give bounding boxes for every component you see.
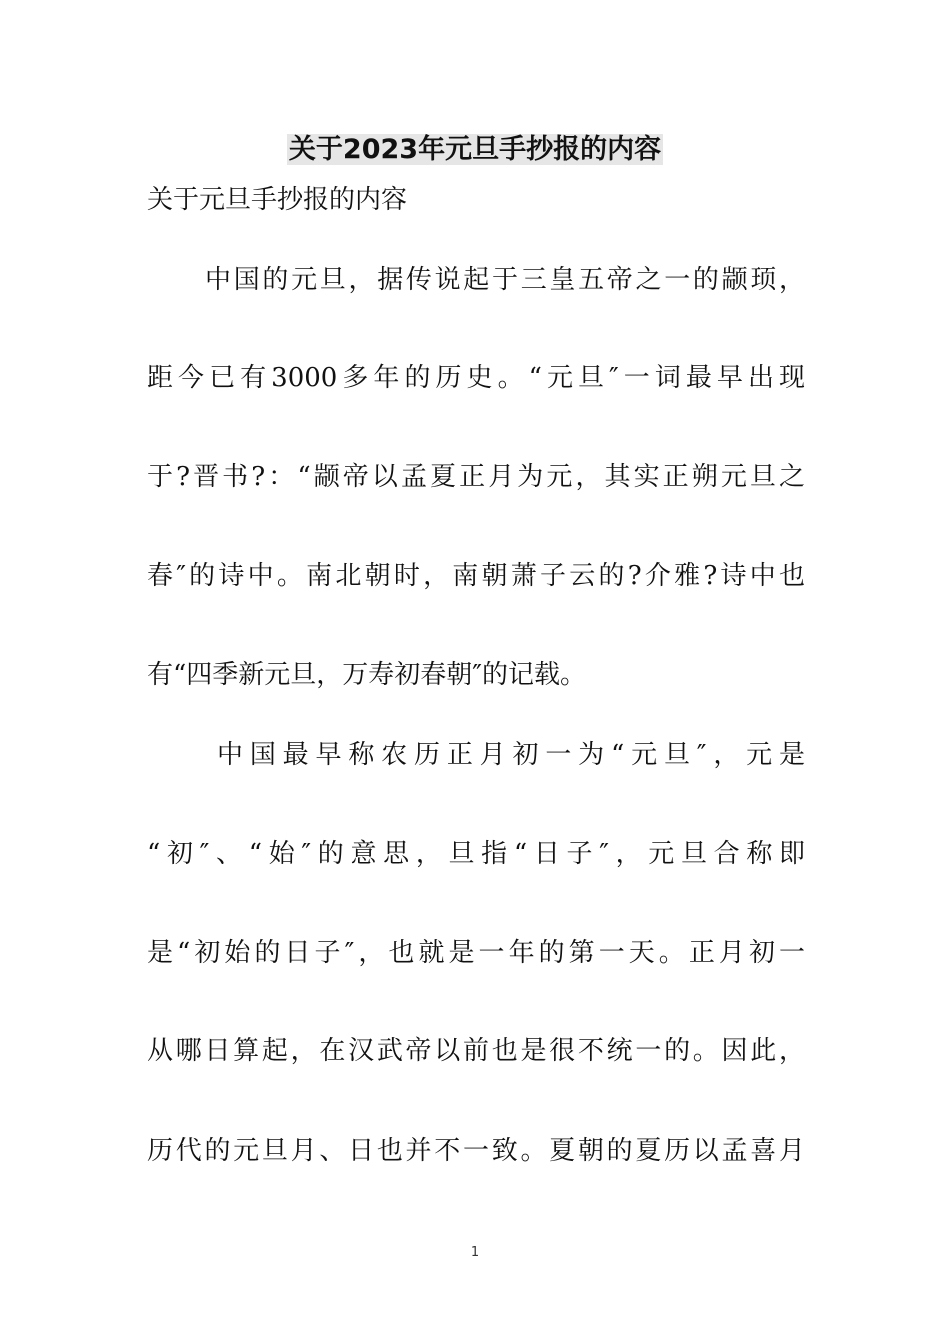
paragraph-line: 历代的元旦月、日也并不一致。夏朝的夏历以孟喜月 — [147, 1136, 805, 1166]
paragraph-line: 中国的元旦，据传说起于三皇五帝之一的颛顼， — [205, 265, 805, 295]
paragraph-line: 有“四季新元旦，万寿初春朝″的记载。 — [147, 660, 587, 690]
paragraph-line: 距今已有3000多年的历史。“元旦″一词最早出现 — [147, 363, 805, 393]
document-title — [0, 131, 950, 169]
paragraph-line: 春″的诗中。南北朝时，南朝萧子云的?介雅?诗中也 — [147, 561, 805, 591]
paragraph-line: 中国最早称农历正月初一为“元旦″，元是 — [217, 740, 805, 770]
paragraph-line: 是“初始的日子″，也就是一年的第一天。正月初一 — [147, 938, 805, 968]
document-subtitle: 关于元旦手抄报的内容 — [147, 185, 408, 215]
paragraph-line: “初″、“始″的意思，旦指“日子″，元旦合称即 — [147, 839, 805, 869]
page-number: 1 — [470, 1245, 480, 1260]
document-title-text: 关于2023年元旦手抄报的内容 — [288, 134, 662, 165]
paragraph-line: 于?晋书?：“颛帝以孟夏正月为元，其实正朔元旦之 — [147, 462, 805, 492]
paragraph-line: 从哪日算起，在汉武帝以前也是很不统一的。因此， — [147, 1036, 805, 1066]
